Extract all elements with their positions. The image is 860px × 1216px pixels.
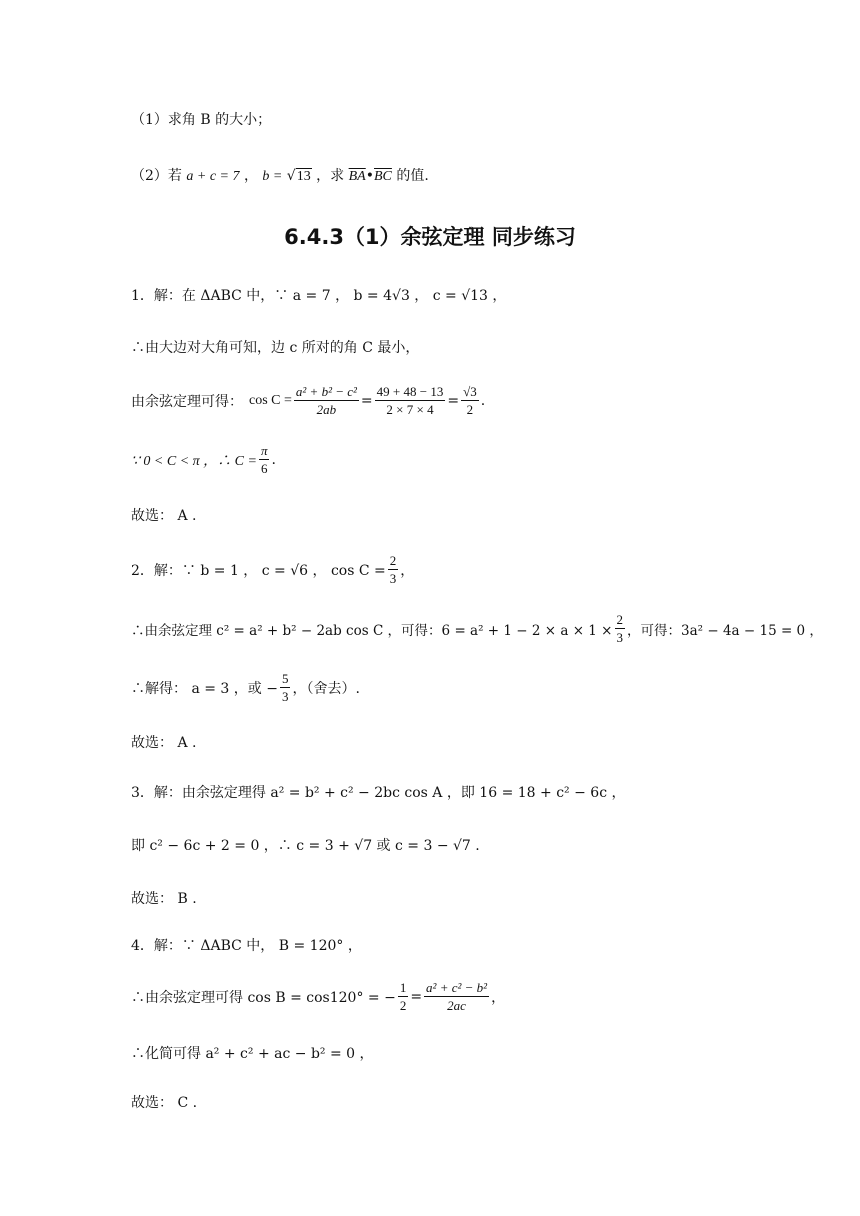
p2-l2-text: ∴由余弦定理 c² = a² + b² − 2ab cos C ，可得：6 = a² + 1 − 2 × a × 1 × — [131, 622, 613, 639]
p2-l3-text: ∴解得： a = 3 ，或 − — [131, 680, 278, 697]
p1-line-1: 1．解：在 ΔABC 中，∵ a = 7 ， b = 4√3 ， c = √13 ， — [131, 288, 507, 304]
fraction: $\frac{2}{3}$ — [616, 612, 623, 645]
sqrt-13: √13 — [286, 168, 311, 184]
p4-l2-text: ∴由余弦定理可得 cos B = cos120° = − — [131, 989, 396, 1006]
p1-line-4: ∵ 0 < C < π ，∴ C = $\frac{\pi}{6}$ . — [131, 443, 276, 476]
p2-line-1: 2．解：∵ b = 1 ， c = √6 ， cos C = $\frac{2}{3}$ ， — [131, 553, 415, 586]
fraction: $\frac{2}{3}$ — [389, 553, 397, 586]
p3-line-2: 即 c² − 6c + 2 = 0 ，∴ c = 3 + √7 或 c = 3 − √7 . — [131, 838, 480, 854]
p1-l3-prefix: 由余弦定理可得： — [131, 393, 243, 410]
p1-cos-c: cos C = — [249, 392, 292, 408]
q2-condition-sum: a + c = 7 — [186, 169, 240, 184]
p1-answer: 故选： A . — [131, 508, 197, 524]
question-part-1: （1）求角 B 的大小； — [131, 112, 272, 128]
q2-condition-b: b = — [262, 169, 283, 184]
p4-answer: 故选： C . — [131, 1095, 198, 1111]
p3-line-1: 3．解：由余弦定理得 a² = b² + c² − 2bc cos A ，即 16 = 18 + c² − 6c ， — [131, 785, 626, 801]
question-part-2: （2）若 a + c = 7 ， b = √13 ，求 $\overline{BA}•\overline{BC}$ 的值. — [131, 166, 429, 187]
p1-l4-text: ∵ 0 < C < π ，∴ C = — [131, 453, 257, 469]
q2-end: 的值. — [396, 168, 429, 184]
p4-line-3: ∴化简可得 a² + c² + ac − b² = 0 ， — [131, 1046, 374, 1062]
fraction: $\frac{\pi}{6}$ — [260, 443, 268, 476]
fraction: $\frac{\text{a² + c² − b²}}{2ac}$ — [426, 980, 488, 1013]
vector-ba: $\overline{BA}$ — [348, 169, 366, 184]
fraction: $\frac{\text{a² + b² − c²}}{2ab}$ — [295, 384, 357, 417]
vector-bc: $\overline{BC}$ — [374, 169, 392, 184]
q2-mid: ，求 — [316, 168, 345, 184]
p2-line-3 — [131, 670, 360, 705]
p4-l2-end: ， — [491, 989, 506, 1006]
p4-line-2 — [131, 979, 505, 1014]
p3-answer: 故选： B . — [131, 891, 197, 907]
dot-operator: • — [365, 168, 374, 184]
p4-line-1: 4．解：∵ ΔABC 中， B = 120° ， — [131, 938, 362, 954]
p2-l2-end: ，可得：3a² − 4a − 15 = 0 ， — [627, 622, 823, 639]
p2-line-2 — [131, 611, 823, 646]
q2-prefix: （2）若 — [131, 168, 182, 184]
fraction: $\frac{49 + 48 - 13}{2 \times 7 \times 4}$ — [376, 384, 444, 417]
fraction: $\frac{5}{3}$ — [281, 671, 289, 704]
equals-sign: = — [410, 988, 423, 1005]
section-title: 6.4.3（1）余弦定理 同步练习 — [284, 225, 576, 249]
p2-answer: 故选： A . — [131, 735, 197, 751]
p2-l3-end: ，（舍去）. — [292, 680, 360, 697]
p1-line-3: 由余弦定理可得： cos C = $\frac{\text{a² + b² − c²}}{2ab}$ = $\frac{49 + 48 - 13}{2 \times 7 \times 4}$ = $\frac{√3}{2}$ . — [131, 384, 486, 417]
fraction: $\frac{1}{2}$ — [399, 980, 407, 1013]
p2-l1-text: 2．解：∵ b = 1 ， c = √6 ， cos C = — [131, 562, 386, 579]
p1-line-2: ∴由大边对大角可知，边 c 所对的角 C 最小， — [131, 340, 420, 356]
fraction: $\frac{√3}{2}$ — [463, 384, 477, 417]
